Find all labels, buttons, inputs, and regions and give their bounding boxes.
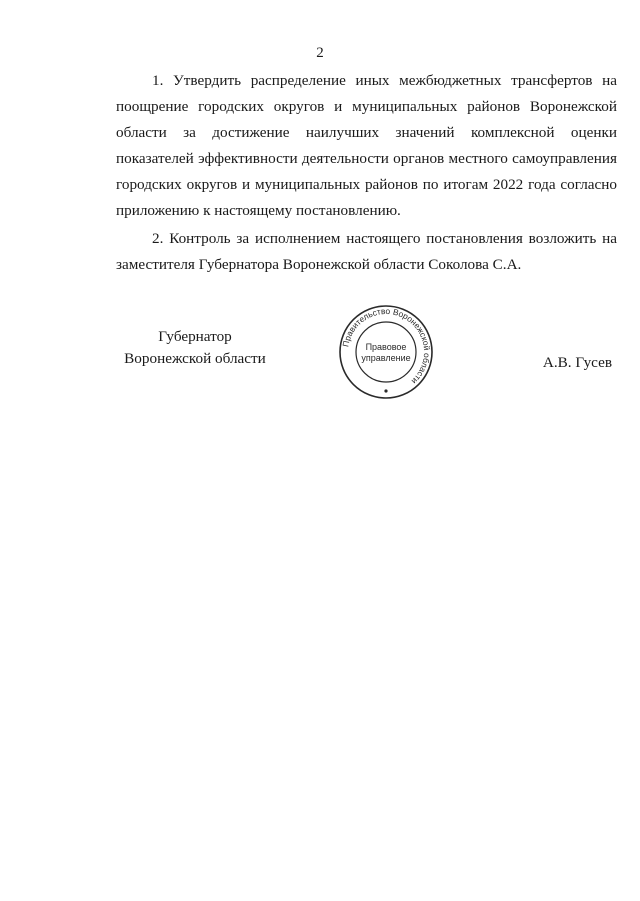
seal-dot bbox=[384, 389, 387, 392]
document-body bbox=[116, 68, 617, 278]
paragraph-control-assignment: 2. Контроль за исполнением настоящего постановления возложить на заместителя Губернатора Воронежской области Соколова С.А. bbox=[116, 230, 617, 273]
signatory-position bbox=[110, 326, 280, 370]
seal-inner-text-line2: управление bbox=[361, 353, 411, 363]
seal-inner-ring bbox=[356, 322, 416, 382]
official-seal-stamp bbox=[336, 302, 436, 402]
seal-graphic bbox=[336, 302, 436, 402]
signatory-position-title: Губернатор bbox=[158, 328, 232, 345]
paragraph-approve-distribution: 1. Утвердить распределение иных межбюджетных трансфертов на поощрение городских округов и муниципальных районов Воронежской области за достижение наилучших значений комплексной оценки показателей эффективности деятельности органов местного самоуправления городских округов и муниципальных районов по итогам 2022 года согласно приложению к настоящему постановлению. bbox=[116, 72, 617, 219]
seal-inner-text-line1: Правовое bbox=[365, 342, 407, 352]
seal-outer-text: Правительство Воронежской области bbox=[340, 305, 433, 387]
signatory-position-region: Воронежской области bbox=[124, 350, 266, 367]
signatory-name: А.В. Гусев bbox=[542, 354, 612, 371]
page-number: 2 bbox=[316, 45, 324, 61]
